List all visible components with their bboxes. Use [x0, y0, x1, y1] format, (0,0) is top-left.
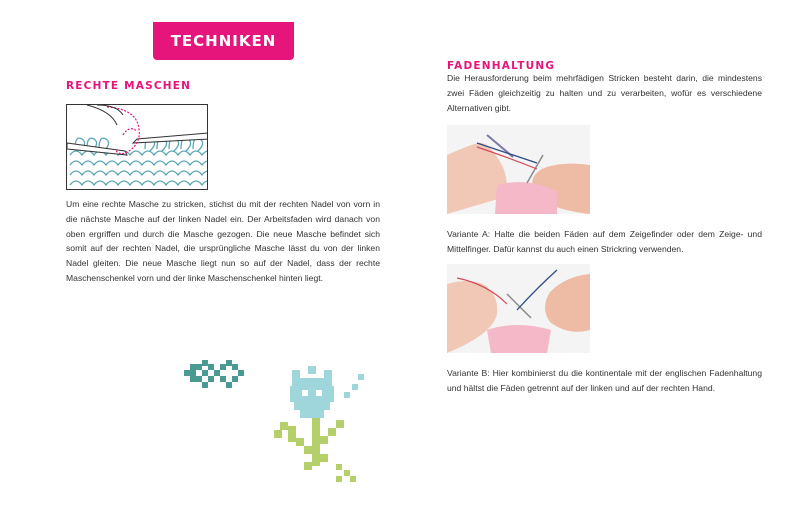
photo-variante-a	[447, 125, 590, 214]
paragraph-variante-a: Variante A: Halte die beiden Fäden auf dem Zeigefinder oder dem Zeige- und Mittelfinger. Dafür kannst du auch einen Strickring verwenden.	[447, 229, 762, 254]
paragraph-intro: Die Herausforderung beim mehrfädigen Stricken besteht darin, die mindestens zwei Fäden gleichzeitig zu halten und zu verarbeiten, wofür es verschiedene Alternativen gibt.	[447, 73, 762, 113]
section-tab	[153, 22, 294, 60]
paragraph-rechte-maschen: Um eine rechte Masche zu stricken, stichst du mit der rechten Nadel von vorn in die nächste Masche auf der linken Nadel ein. Der Arbeitsfaden wird danach von oben ergriffen und durch die Masche gezogen. Die neue Masche befindet sich somit auf der rechten Nadel, die ursprüngliche Masche lässt du von der linken Nadel gleiten. Die neue Masche liegt nun so auf der Nadel, dass der rechte Maschenschenkel vorn und der linke Maschenschenkel hinten liegt.	[66, 199, 380, 283]
section-tab-label: TECHNIKEN	[170, 32, 277, 50]
paragraph-variante-b: Variante B: Hier kombinierst du die kontinentale mit der englischen Fadenhaltung und hältst die Fäden getrennt auf der linken und auf der rechten Hand.	[447, 368, 762, 393]
heading-rechte-maschen: RECHTE MASCHEN	[66, 80, 192, 92]
knitting-diagram-illustration	[67, 105, 208, 190]
fish-motif	[184, 360, 246, 392]
flower-motif	[274, 366, 374, 486]
hands-illustration-a	[447, 125, 590, 214]
heading-fadenhaltung: FADENHALTUNG	[447, 60, 556, 72]
hands-illustration-b	[447, 264, 590, 353]
knitting-diagram	[66, 104, 208, 190]
photo-variante-b	[447, 264, 590, 353]
